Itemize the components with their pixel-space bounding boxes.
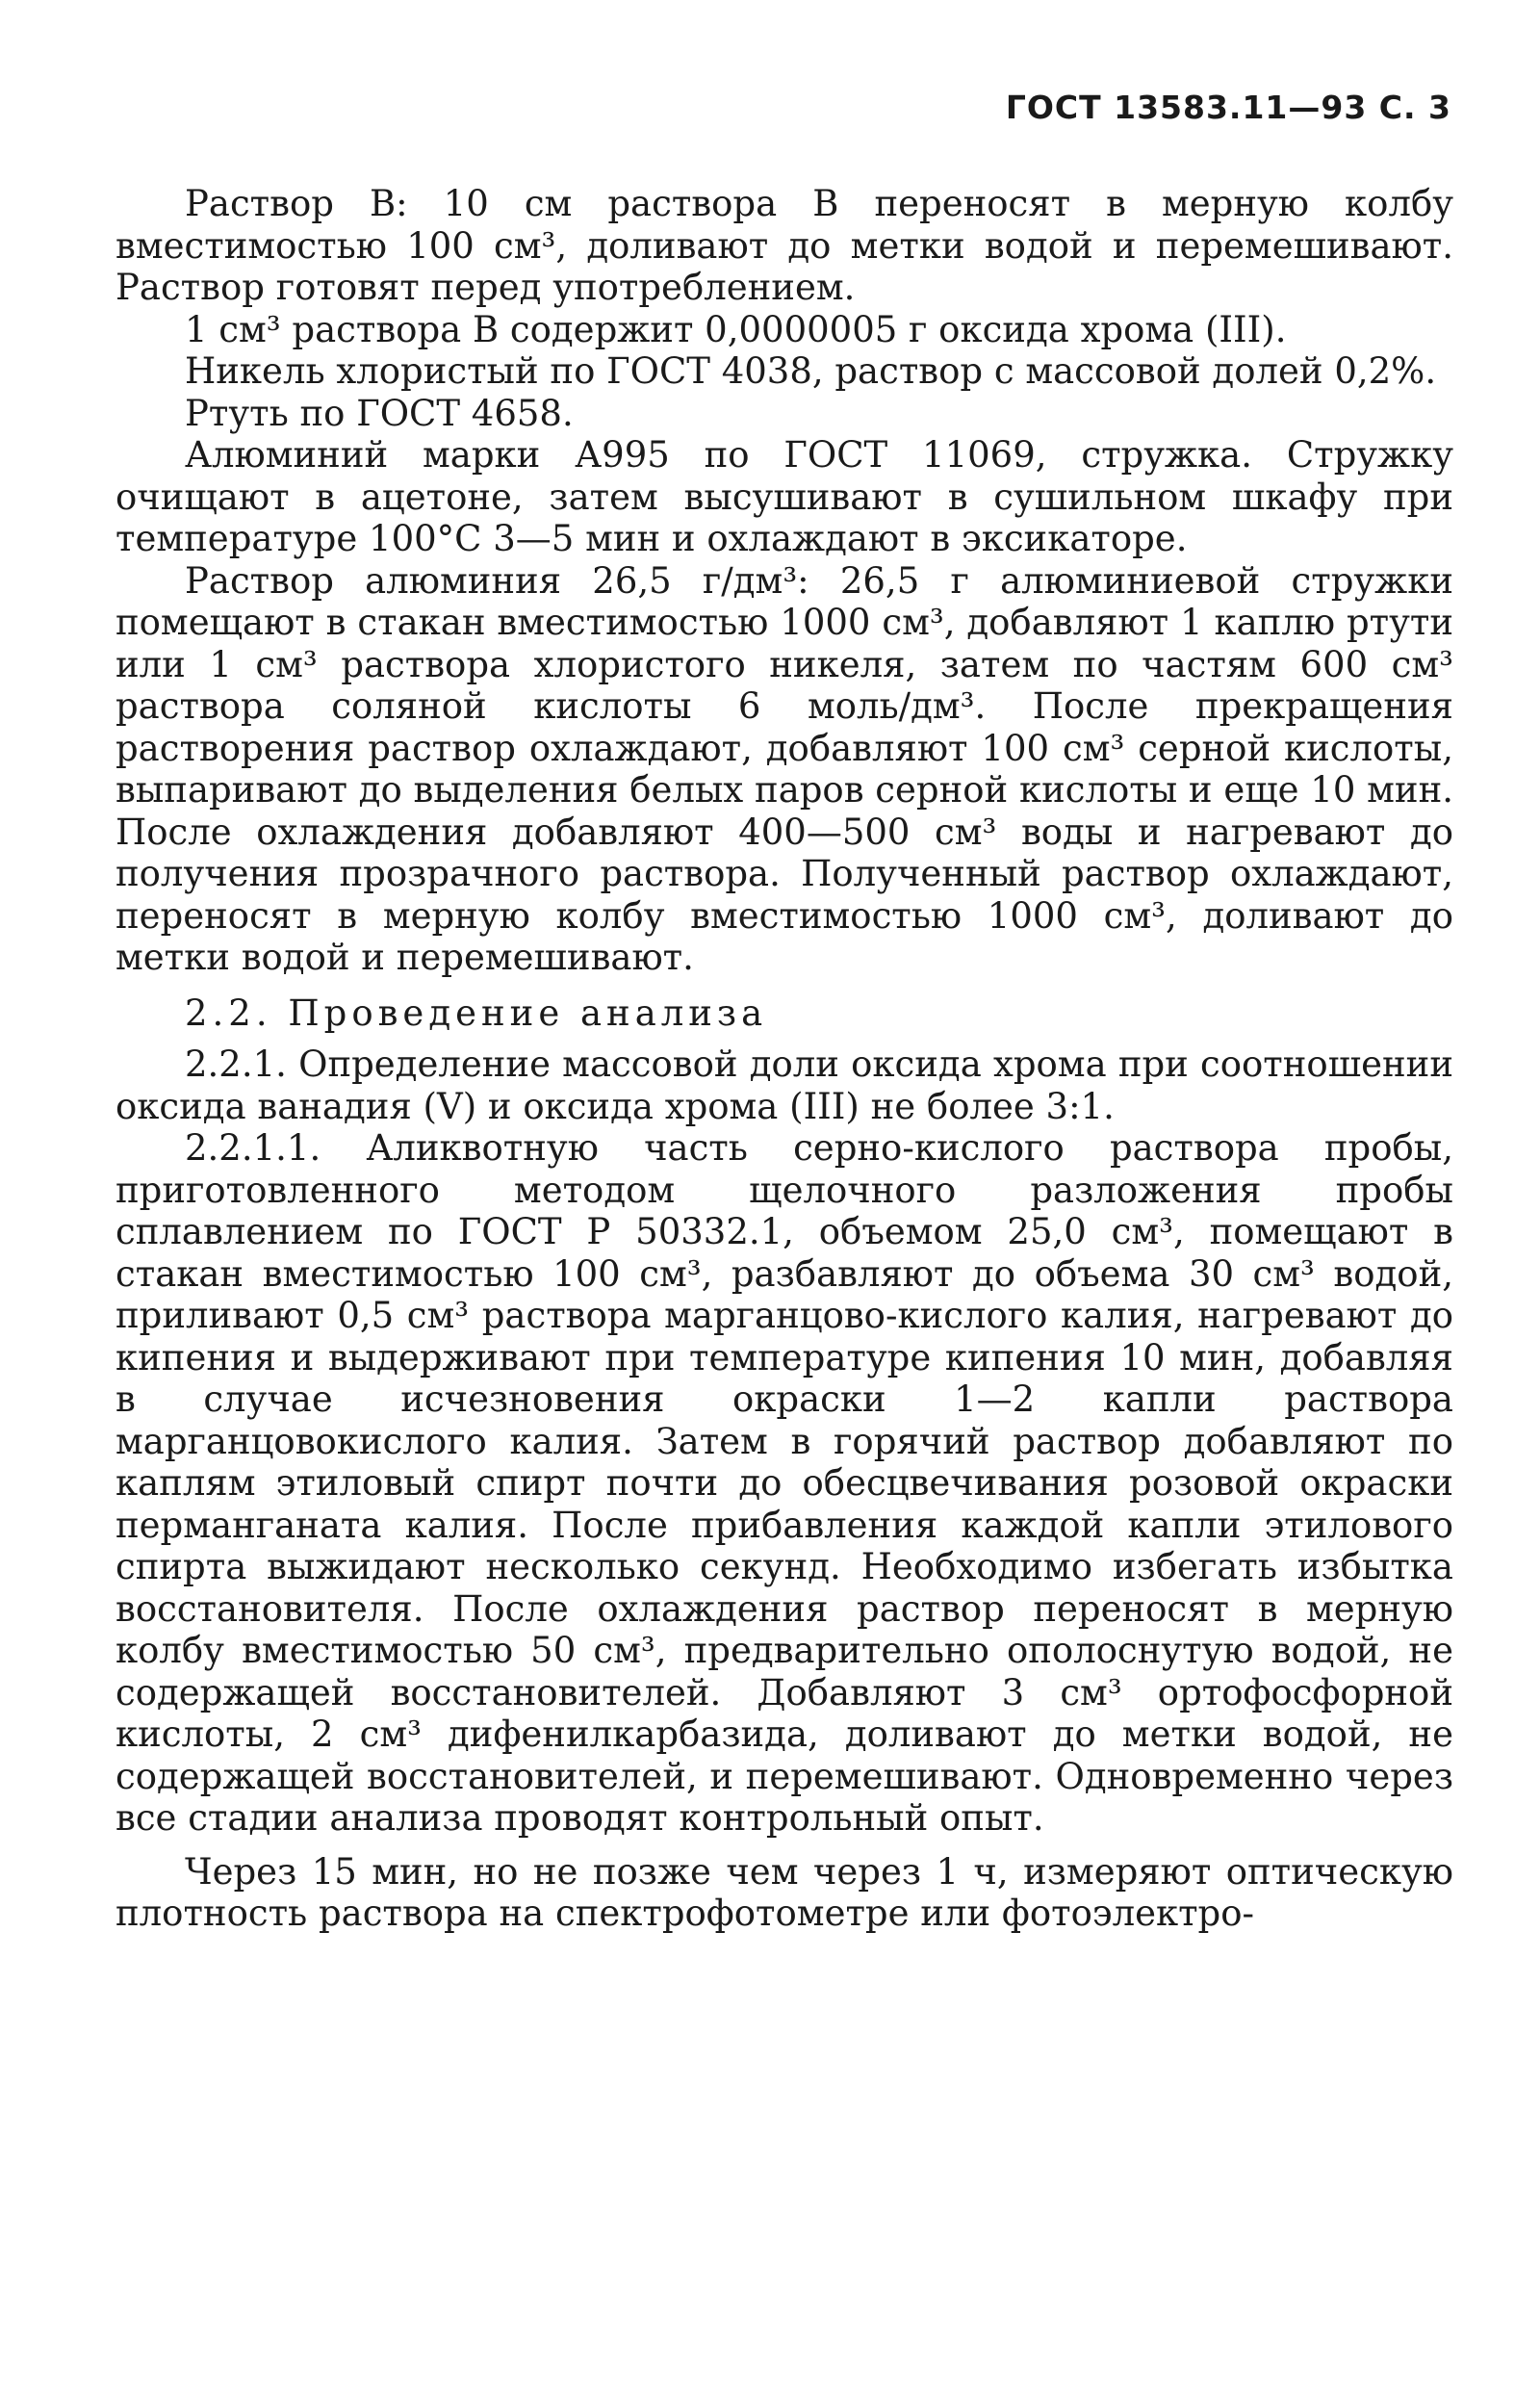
paragraph-nickel-chloride: Никель хлористый по ГОСТ 4038, раствор с массовой долей 0,2%. <box>185 350 1437 392</box>
body-text <box>116 183 1453 1935</box>
paragraph-measurement: Через 15 мин, но не позже чем через 1 ч, измеряют оптическую плотность раствора на спектрофотометре или фотоэлектро- <box>116 1850 1453 1934</box>
paragraph-aluminium-solution: Раствор алюминия 26,5 г/дм³: 26,5 г алюминиевой стружки помещают в стакан вместимостью 1000 см³, добавляют 1 каплю ртути или 1 см³ раствора хлористого никеля, затем по частям 600 см³ раствора соляной кислоты 6 моль/дм³. После прекращения растворения раствор охлаждают, добавляют 100 см³ серной кислоты, выпаривают до выделения белых паров серной кислоты и еще 10 мин. После охлаждения добавляют 400—500 см³ воды и нагревают до получения прозрачного раствора. Полученный раствор охлаждают, переносят в мерную колбу вместимостью 1000 см³, доливают до метки водой и перемешивают. <box>116 559 1454 978</box>
paragraph-2-2-1-1: 2.2.1.1. Аликвотную часть серно-кислого раствора пробы, приготовленного методом щелочного разложения пробы сплавлением по ГОСТ Р 50332.1, объемом 25,0 см³, помещают в стакан вместимостью 100 см³, разбавляют до объема 30 см³ водой, приливают 0,5 см³ раствора марганцово-кислого калия, нагревают до кипения и выдерживают при температуре кипения 10 мин, добавляя в случае исчезновения окраски 1—2 капли раствора марганцовокислого калия. Затем в горячий раствор добавляют по каплям этиловый спирт почти до обесцвечивания розовой окраски перманганата калия. После прибавления каждой капли этилового спирта выжидают несколько секунд. Необходимо избегать избытка восстановителя. После охлаждения раствор переносят в мерную колбу вместимостью 50 см³, предварительно ополоснутую водой, не содержащей восстановителей. Добавляют 3 см³ ортофосфорной кислоты, 2 см³ дифенилкарбазида, доливают до метки водой, не содержащей восстановителей, и перемешивают. Одновременно через все стадии анализа проводят контрольный опыт. <box>116 1127 1453 1839</box>
paragraph-aluminium: Алюминий марки А995 по ГОСТ 11069, стружка. Стружку очищают в ацетоне, затем высушивают в сушильном шкафу при температуре 100°С 3—5 мин и охлаждают в эксикаторе. <box>116 434 1453 559</box>
paragraph-solution-v-content: 1 см³ раствора В содержит 0,0000005 г оксида хрома (III). <box>185 308 1287 350</box>
running-head: ГОСТ 13583.11—93 С. 3 <box>1005 89 1451 126</box>
paragraph-mercury: Ртуть по ГОСТ 4658. <box>185 392 574 434</box>
section-title-analysis: 2.2. Проведение анализа <box>185 992 768 1034</box>
paragraph-2-2-1: 2.2.1. Определение массовой доли оксида хрома при соотношении оксида ванадия (V) и оксида хрома (III) не более 3:1. <box>116 1043 1453 1127</box>
paragraph-solution-v: Раствор В: 10 см раствора В переносят в мерную колбу вместимостью 100 см³, доливают до метки водой и перемешивают. Раствор готовят перед употреблением. <box>116 183 1453 308</box>
